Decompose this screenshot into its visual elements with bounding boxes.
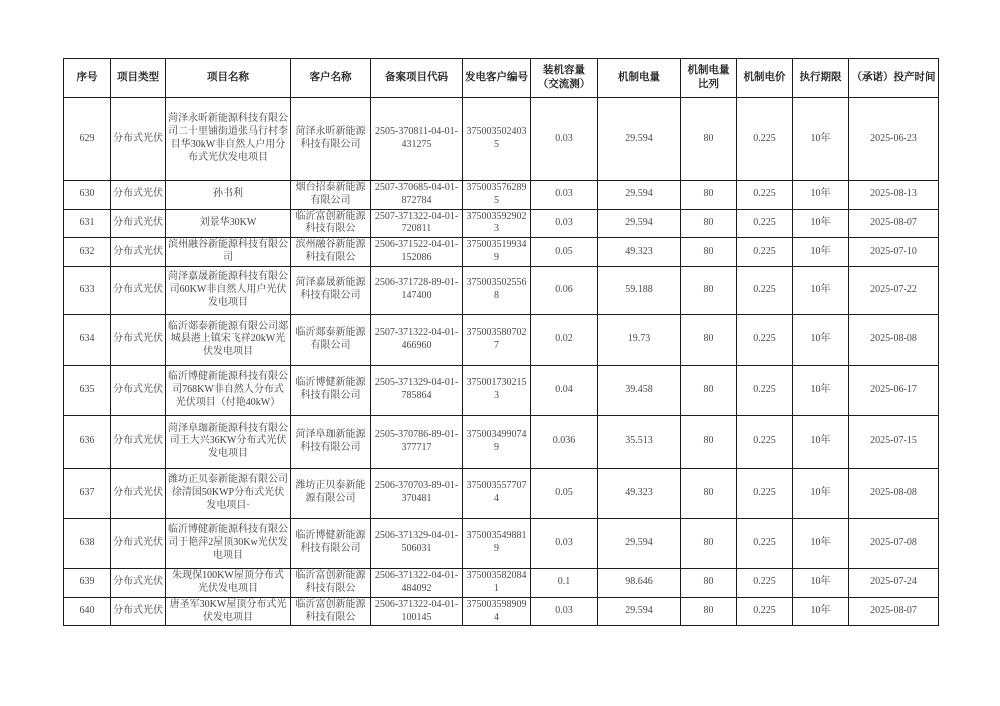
cell-customer_no: 3750035025568 [463, 266, 531, 314]
cell-price: 0.225 [737, 181, 793, 210]
cell-mech_power: 35.513 [598, 415, 681, 468]
cell-price: 0.225 [737, 209, 793, 238]
cell-price: 0.225 [737, 238, 793, 267]
column-header-seq: 序号 [64, 59, 111, 98]
cell-ratio: 80 [681, 238, 737, 267]
cell-type: 分布式光伏 [111, 314, 166, 365]
table-row-633 [64, 266, 939, 314]
cell-capacity: 0.05 [531, 468, 598, 518]
cell-date: 2025-07-22 [849, 266, 939, 314]
cell-date: 2025-06-17 [849, 365, 939, 415]
cell-customer_no: 3750034990749 [463, 415, 531, 468]
cell-type: 分布式光伏 [111, 181, 166, 210]
cell-customer_no: 3750035024035 [463, 98, 531, 181]
cell-mech_power: 49.323 [598, 468, 681, 518]
cell-ratio: 80 [681, 181, 737, 210]
cell-type: 分布式光伏 [111, 415, 166, 468]
cell-seq: 631 [64, 209, 111, 238]
cell-customer: 临沂富创新能源科技有限公 [291, 597, 371, 626]
cell-project: 唐圣军30KW屋顶分布式光伏发电项目 [166, 597, 291, 626]
cell-capacity: 0.03 [531, 209, 598, 238]
cell-term: 10年 [793, 568, 849, 597]
table-header [64, 59, 939, 98]
column-header-date: （承诺）投产时间 [849, 59, 939, 98]
cell-date: 2025-08-07 [849, 209, 939, 238]
cell-ratio: 80 [681, 597, 737, 626]
cell-mech_power: 29.594 [598, 98, 681, 181]
cell-customer: 临沂博健新能源科技有限公司 [291, 518, 371, 568]
cell-code: 2505-371329-04-01-785864 [371, 365, 463, 415]
cell-ratio: 80 [681, 314, 737, 365]
cell-price: 0.225 [737, 597, 793, 626]
cell-date: 2025-08-07 [849, 597, 939, 626]
cell-seq: 629 [64, 98, 111, 181]
cell-customer_no: 3750035807027 [463, 314, 531, 365]
cell-seq: 635 [64, 365, 111, 415]
cell-date: 2025-07-15 [849, 415, 939, 468]
cell-mech_power: 29.594 [598, 209, 681, 238]
cell-mech_power: 98.646 [598, 568, 681, 597]
cell-code: 2506-371322-04-01-100145 [371, 597, 463, 626]
cell-ratio: 80 [681, 468, 737, 518]
cell-customer_no: 3750017302153 [463, 365, 531, 415]
cell-date: 2025-08-08 [849, 314, 939, 365]
cell-project: 临沂郯泰新能源有限公司郯城县港上镇宋飞祥20kW光伏发电项目 [166, 314, 291, 365]
cell-customer_no: 3750035199349 [463, 238, 531, 267]
cell-mech_power: 39.458 [598, 365, 681, 415]
cell-type: 分布式光伏 [111, 238, 166, 267]
cell-mech_power: 29.594 [598, 597, 681, 626]
cell-customer_no: 3750035820841 [463, 568, 531, 597]
cell-date: 2025-07-24 [849, 568, 939, 597]
table-row-631 [64, 209, 939, 238]
cell-seq: 630 [64, 181, 111, 210]
cell-mech_power: 29.594 [598, 181, 681, 210]
cell-ratio: 80 [681, 98, 737, 181]
cell-code: 2507-370685-04-01-872784 [371, 181, 463, 210]
cell-type: 分布式光伏 [111, 597, 166, 626]
cell-customer: 临沂郯泰新能源有限公司 [291, 314, 371, 365]
cell-capacity: 0.03 [531, 98, 598, 181]
cell-price: 0.225 [737, 518, 793, 568]
projects-table [63, 58, 939, 626]
cell-capacity: 0.03 [531, 597, 598, 626]
cell-customer: 菏泽永昕新能源科技有限公司 [291, 98, 371, 181]
cell-ratio: 80 [681, 365, 737, 415]
table-row-629 [64, 98, 939, 181]
column-header-customer: 客户名称 [291, 59, 371, 98]
cell-seq: 640 [64, 597, 111, 626]
cell-project: 临沂博健新能源科技有限公司768KW非自然人分布式光伏项目（付艳40kW） [166, 365, 291, 415]
cell-date: 2025-07-10 [849, 238, 939, 267]
table-row-634 [64, 314, 939, 365]
column-header-project: 项目名称 [166, 59, 291, 98]
cell-type: 分布式光伏 [111, 518, 166, 568]
cell-date: 2025-08-08 [849, 468, 939, 518]
cell-customer: 潍坊正贝泰新能源有限公司 [291, 468, 371, 518]
cell-date: 2025-06-23 [849, 98, 939, 181]
cell-price: 0.225 [737, 415, 793, 468]
cell-customer: 临沂博健新能源科技有限公司 [291, 365, 371, 415]
cell-customer_no: 3750035929023 [463, 209, 531, 238]
table-body [64, 98, 939, 626]
column-header-customer_no: 发电客户编号 [463, 59, 531, 98]
header-row [64, 59, 939, 98]
cell-seq: 638 [64, 518, 111, 568]
cell-customer: 临沂富创新能源科技有限公 [291, 209, 371, 238]
table-row-636 [64, 415, 939, 468]
cell-customer: 菏泽阜珈新能源科技有限公司 [291, 415, 371, 468]
cell-capacity: 0.05 [531, 238, 598, 267]
cell-seq: 637 [64, 468, 111, 518]
cell-term: 10年 [793, 597, 849, 626]
cell-customer: 临沂富创新能源科技有限公 [291, 568, 371, 597]
cell-ratio: 80 [681, 266, 737, 314]
cell-project: 潍坊正贝泰新能源有限公司徐清国50KWP分布式光伏发电项目· [166, 468, 291, 518]
cell-price: 0.225 [737, 365, 793, 415]
cell-capacity: 0.1 [531, 568, 598, 597]
cell-capacity: 0.04 [531, 365, 598, 415]
cell-code: 2506-370703-89-01-370481 [371, 468, 463, 518]
cell-project: 滨州融谷新能源科技有限公司 [166, 238, 291, 267]
cell-term: 10年 [793, 266, 849, 314]
column-header-term: 执行期限 [793, 59, 849, 98]
cell-project: 孙书利 [166, 181, 291, 210]
cell-project: 菏泽永昕新能源科技有限公司二十里铺街道张马行村李目华30kW非自然人户用分布式光伏发电项目 [166, 98, 291, 181]
cell-price: 0.225 [737, 266, 793, 314]
cell-term: 10年 [793, 98, 849, 181]
cell-code: 2507-371322-04-01-466960 [371, 314, 463, 365]
cell-price: 0.225 [737, 568, 793, 597]
cell-project: 朱现保100KW屋顶分布式光伏发电项目 [166, 568, 291, 597]
cell-capacity: 0.03 [531, 518, 598, 568]
cell-customer_no: 3750035498819 [463, 518, 531, 568]
cell-type: 分布式光伏 [111, 98, 166, 181]
cell-seq: 634 [64, 314, 111, 365]
cell-term: 10年 [793, 415, 849, 468]
column-header-price: 机制电价 [737, 59, 793, 98]
cell-project: 菏泽阜珈新能源科技有限公司王大兴36KW分布式光伏发电项目 [166, 415, 291, 468]
cell-mech_power: 29.594 [598, 518, 681, 568]
table-row-630 [64, 181, 939, 210]
cell-term: 10年 [793, 238, 849, 267]
cell-date: 2025-08-13 [849, 181, 939, 210]
cell-mech_power: 49.323 [598, 238, 681, 267]
cell-term: 10年 [793, 468, 849, 518]
table-row-637 [64, 468, 939, 518]
cell-price: 0.225 [737, 314, 793, 365]
cell-customer: 滨州融谷新能源科技有限公 [291, 238, 371, 267]
cell-customer_no: 3750035577074 [463, 468, 531, 518]
cell-customer_no: 3750035762895 [463, 181, 531, 210]
cell-project: 刘景华30KW [166, 209, 291, 238]
cell-customer: 菏泽嘉晟新能源科技有限公司 [291, 266, 371, 314]
cell-seq: 632 [64, 238, 111, 267]
cell-code: 2507-371322-04-01-720811 [371, 209, 463, 238]
cell-customer_no: 3750035989094 [463, 597, 531, 626]
cell-mech_power: 59.188 [598, 266, 681, 314]
table-row-640 [64, 597, 939, 626]
cell-type: 分布式光伏 [111, 266, 166, 314]
cell-term: 10年 [793, 209, 849, 238]
cell-ratio: 80 [681, 209, 737, 238]
cell-capacity: 0.03 [531, 181, 598, 210]
cell-seq: 633 [64, 266, 111, 314]
column-header-capacity: 装机容量（交流测） [531, 59, 598, 98]
table-row-639 [64, 568, 939, 597]
cell-term: 10年 [793, 314, 849, 365]
cell-capacity: 0.02 [531, 314, 598, 365]
cell-code: 2505-370811-04-01-431275 [371, 98, 463, 181]
column-header-ratio: 机制电量比列 [681, 59, 737, 98]
cell-term: 10年 [793, 365, 849, 415]
cell-type: 分布式光伏 [111, 468, 166, 518]
cell-type: 分布式光伏 [111, 209, 166, 238]
cell-price: 0.225 [737, 98, 793, 181]
cell-code: 2505-370786-89-01-377717 [371, 415, 463, 468]
cell-ratio: 80 [681, 568, 737, 597]
cell-code: 2506-371329-04-01-506031 [371, 518, 463, 568]
cell-capacity: 0.06 [531, 266, 598, 314]
table-row-635 [64, 365, 939, 415]
cell-code: 2506-371322-04-01-484092 [371, 568, 463, 597]
cell-term: 10年 [793, 518, 849, 568]
column-header-type: 项目类型 [111, 59, 166, 98]
cell-type: 分布式光伏 [111, 568, 166, 597]
cell-code: 2506-371522-04-01-152086 [371, 238, 463, 267]
table-row-638 [64, 518, 939, 568]
table-row-632 [64, 238, 939, 267]
cell-project: 菏泽嘉晟新能源科技有限公司60KW非自然人用户光伏发电项目 [166, 266, 291, 314]
cell-date: 2025-07-08 [849, 518, 939, 568]
cell-seq: 636 [64, 415, 111, 468]
cell-type: 分布式光伏 [111, 365, 166, 415]
cell-customer: 烟台招泰新能源有限公司 [291, 181, 371, 210]
cell-code: 2506-371728-89-01-147400 [371, 266, 463, 314]
cell-project: 临沂博健新能源科技有限公司于艳萍2屋顶30Kw光伏发电项目 [166, 518, 291, 568]
cell-seq: 639 [64, 568, 111, 597]
cell-capacity: 0.036 [531, 415, 598, 468]
column-header-mech_power: 机制电量 [598, 59, 681, 98]
column-header-code: 备案项目代码 [371, 59, 463, 98]
cell-ratio: 80 [681, 415, 737, 468]
cell-ratio: 80 [681, 518, 737, 568]
cell-term: 10年 [793, 181, 849, 210]
cell-mech_power: 19.73 [598, 314, 681, 365]
cell-price: 0.225 [737, 468, 793, 518]
